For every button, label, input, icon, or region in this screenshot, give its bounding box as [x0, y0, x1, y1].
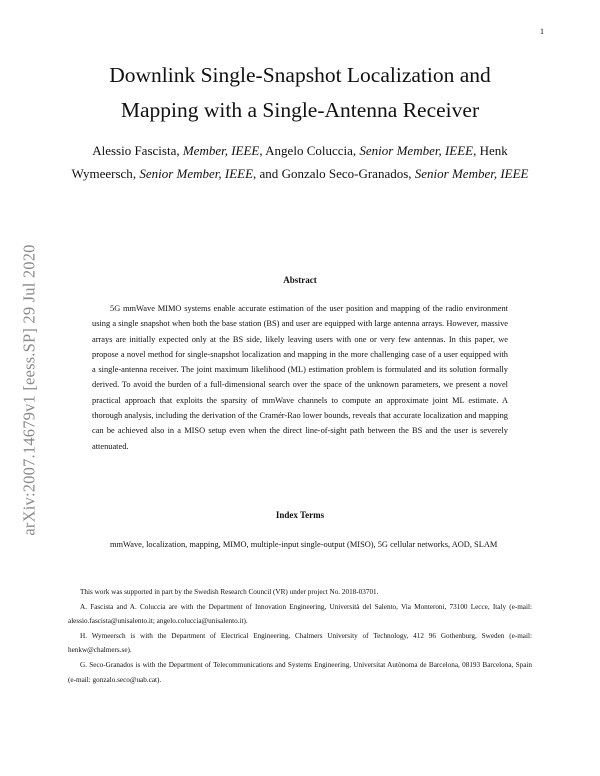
abstract-text: 5G mmWave MIMO systems enable accurate estimation of the user position and mapping of the radio environment using a single snapshot when both the base station (BS) and user are equipped with large antenna arrays. However, massive arrays are initially expected only at the BS side, likely leaving users with one or very few antennas. In this paper, we propose a novel method for single-snapshot localization and mapping in the more challenging case of a user equipped with a single-antenna receiver. The joint maximum likelihood (ML) estimation problem is formulated and its solution formally derived. To avoid the burden of a full-dimensional search over the space of the unknown parameters, we present a novel practical approach that exploits the sparsity of mmWave channels to compute an approximate joint ML estimate. A thorough analysis, including the derivation of the Cramér-Rao lower bounds, reveals that accurate localization and mapping can be achieved also in a MISO setup even when the direct line-of-sight path between the BS and the user is severely attenuated.	[92, 304, 508, 451]
arxiv-identifier-text: arXiv:2007.14679v1 [eess.SP] 29 Jul 2020	[20, 244, 39, 536]
author-name: Gonzalo Seco-Granados	[281, 165, 409, 181]
author-list: Alessio Fascista, Member, IEEE, Angelo Coluccia, Senior Member, IEEE, Henk Wymeersch, Senior Member, IEEE, and Gonzalo Seco-Granados, Senior Member, IEEE	[71, 143, 529, 181]
author-name: Henk Wymeersch	[71, 143, 508, 181]
author-role: Senior Member, IEEE	[414, 165, 529, 181]
abstract-heading: Abstract	[283, 275, 317, 285]
author-role: Member, IEEE	[182, 143, 260, 158]
footnote-affiliation: G. Seco-Granados is with the Department of Telecommunications and Systems Engineering, Universitat Autònoma de Barcelona, 08193 Barcelona, Spain (e-mail: gonzalo.seco@uab.cat).	[68, 660, 532, 684]
index-terms-text: mmWave, localization, mapping, MIMO, multiple-input single-output (MISO), 5G cellular networks, AOD, SLAM	[110, 540, 498, 549]
footnote-funding: This work was supported in part by the Swedish Research Council (VR) under project No. 2018-03701.	[80, 588, 379, 596]
paper-title	[60, 58, 540, 128]
footnotes	[68, 585, 532, 687]
footnote-affiliation: H. Wymeersch is with the Department of Electrical Engineering, Chalmers University of Technology, 412 96 Gothenburg, Sweden (e-mail: henkw@chalmers.se).	[68, 631, 532, 655]
author-role: Senior Member, IEEE	[139, 165, 254, 181]
title-line-1: Downlink Single-Snapshot Localization and	[109, 63, 491, 87]
author-name: Alessio Fascista	[92, 143, 177, 158]
title-line-2: Mapping with a Single-Antenna Receiver	[120, 98, 480, 122]
author-role: Senior Member, IEEE	[359, 143, 474, 158]
author-name: Angelo Coluccia	[265, 143, 353, 158]
footnote-affiliation: A. Fascista and A. Coluccia are with the Department of Innovation Engineering, Università del Salento, Via Monteroni, 73100 Lecce, Italy (e-mail: alessio.fascista@unisalento.it; angelo.coluccia@unisalento.it).	[68, 602, 532, 626]
page-number: 1	[540, 27, 544, 36]
index-terms-heading: Index Terms	[275, 510, 325, 520]
